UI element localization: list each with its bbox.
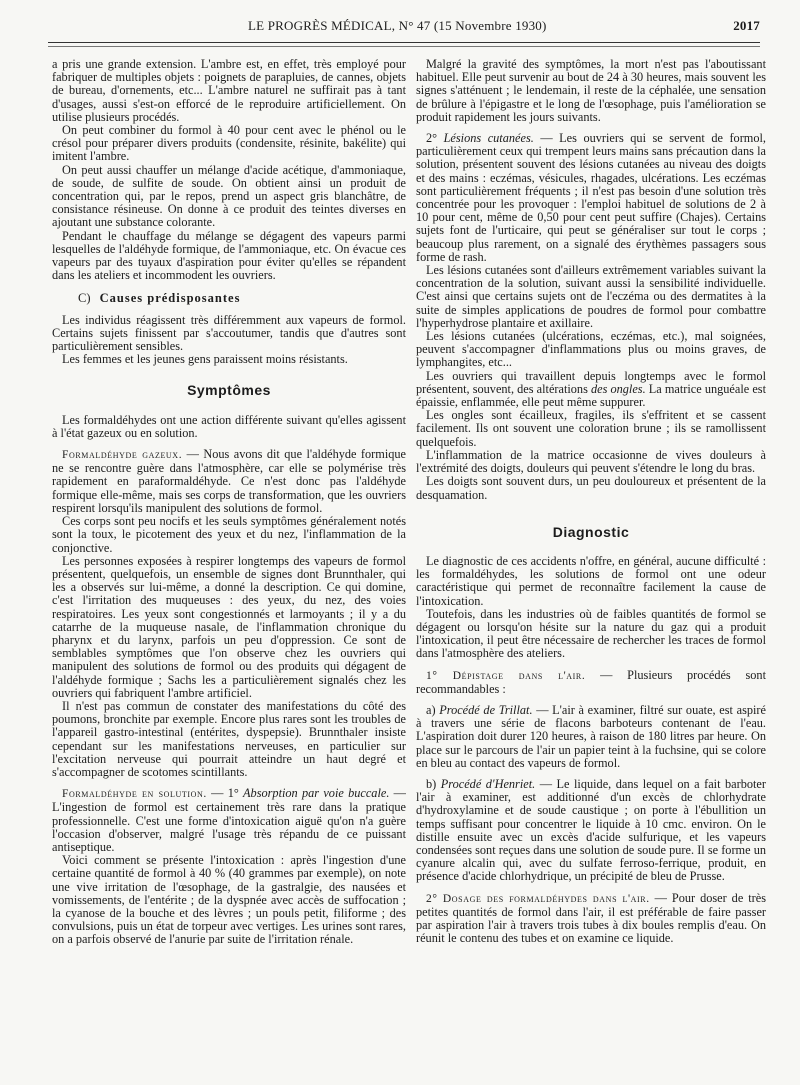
journal-title: LE PROGRÈS MÉDICAL, N° 47 (15 Novembre 1930) [248,18,547,33]
paragraph-text: La matrice unguéale est épaissie, enflammée, elle peut même suppurer. [416,381,766,410]
paragraph [416,778,766,884]
italic-phrase: des ongles. [590,381,646,396]
paragraph: Les femmes et les jeunes gens paraissent moins résistants. [62,352,348,367]
section-heading-symptomes: Symptômes [187,382,271,399]
paragraph [416,892,766,946]
header-rule-thin [48,46,760,47]
run-in-heading: Formaldéhyde en solution. [62,788,207,801]
paragraph: Le diagnostic de ces accidents n'offre, en général, aucune difficulté : les formaldéhydes, les solutions de formol ont une odeur caractéristique qui permet de reconnaître facilement la cause de l'intoxication. [416,553,766,608]
paragraph [416,669,766,696]
paragraph-text: — L'air à examiner, filtré sur ouate, est aspiré à travers une série de flacons barboteurs contenant de l'eau. L'aspiration doit durer 120 heures, à raison de 180 litres par heure. On place sur le parcours de l'air un papier teint à la fuchsine, qui se colore en bleu au contact des vapeurs de formol. [416,702,766,770]
italic-subheading: Procédé d'Henriet. [440,776,536,791]
italic-subheading: Lésions cutanées. [443,131,534,146]
section-heading-diagnostic: Diagnostic [552,523,630,540]
left-column [52,58,406,947]
paragraph: Les formaldéhydes ont une action différente suivant qu'elles agissent à l'état gazeux ou en solution. [52,412,406,440]
paragraph [416,132,766,264]
paragraph-text: b) [426,776,441,791]
paragraph: Ces corps sont peu nocifs et les seuls symptômes généralement notés sont la toux, le picotement des yeux et du nez, l'inflammation de la conjonctive. [52,514,406,555]
paragraph: Les ongles sont écailleux, fragiles, ils s'effritent et se cassent facilement. Ils ont souvent une coloration brune ; ils se ramollissent quelquefois. [416,408,766,449]
italic-subheading: Procédé de Trillat. [439,702,533,717]
paragraph: Voici comment se présente l'intoxication : après l'ingestion d'une certaine quantité de formol à 40 % (40 grammes par exemple), on note une vive irritation de l'œsophage, de la gastralgie, des nausées et vomissements, de l'entérite ; de la dyspnée avec accès de suffocation ; la cyanose de la bouche et des lèvres ; un pouls petit, filiforme ; des convulsions, puis un état de torpeur avec vertiges. Les urines sont rares, on a parfois observé de l'anurie par suite de l'irritation rénale. [52,853,406,947]
paragraph [52,787,406,854]
paragraph: L'inflammation de la matrice occasionne de vives douleurs à l'extrémité des doigts, douleurs qui peuvent s'étendre le long du bras. [416,447,766,476]
paragraph: Les doigts sont souvent durs, un peu douloureux et présentent de la desquamation. [416,474,766,502]
paragraph-text: — Les ouvriers qui se servent de formol, particulièrement ceux qui trempent leurs mains sans précaution dans la solution, présentent souvent des lésions cutanées au niveau des doigts et des mains : eczémas, vésicules, rhagades, ulcérations. Les eczémas sont particulièrement fréquents ; il n'est pas besoin d'une solution très concentrée pour les provoquer : l'emploi habituel de solutions de 2 à 10 pour cent, même de 0,50 pour cent peut suffire (Chajes). Certains sujets font de l'urticaire, qui peut se généraliser sur tout le corps ; beaucoup plus rarement, on a signalé des érythèmes passagers sous forme de rash. [416,131,766,264]
paragraph: Les lésions cutanées sont d'ailleurs extrêmement variables suivant la concentration de la solution, suivant aussi la sensibilité individuelle. C'est ainsi que certains sujets ont de l'eczéma ou des dermatites à la suite de simples applications de poudres de formol pour combattre l'hyperhydrose plantaire et axillaire. [416,263,766,330]
paragraph: Malgré la gravité des symptômes, la mort n'est pas l'aboutissant habituel. Elle peut survenir au bout de 24 à 30 heures, mais souvent les signes s'atténuent ; le lendemain, il reste de la céphalée, une sensation de brûlure à l'épigastre et le long de l'œsophage, puis l'amélioration se produit rapidement les jours suivants. [416,57,766,124]
paragraph: Pendant le chauffage du mélange se dégagent des vapeurs parmi lesquelles de l'aldéhyde formique, de l'ammoniaque, etc. On évacue ces vapeurs par des tuyaux d'aspiration pour éviter qu'elles se répandent dans les ateliers et incommodent les ouvriers. [52,228,406,283]
running-header [48,18,760,38]
paragraph-text: a) [426,702,440,717]
paragraph-text: — Nous avons dit que l'aldéhyde formique ne se rencontre guère dans l'atmosphère, car elle se polymérise très rapidement en paraformaldéhyde. Ce n'est donc pas l'aldéhyde formique elle-même, mais ses corps de transformation, que les ouvriers respirent lorsqu'ils manipulent des solutions de formol. [52,447,406,515]
section-heading-causes [78,292,406,305]
paragraph-text: — 1° [206,786,244,801]
paragraph [416,704,766,770]
paragraph-text: 2° [426,131,444,146]
paragraph-text: — Le liquide, dans lequel on a fait barboter l'air à examiner, est additionné d'un excès de chlorhydrate d'hydroxylamine et de soude caustique ; on porte à l'ébullition un temps suffisant pour concentrer le liquide à 10 cmc. environ. On le distille ensuite avec un excès d'acide sulfurique, et les vapeurs condensées sont reçues dans une solution de soude pure. Il se forme un cyanure alcalin qui, avec du sulfate ferroso-ferrique, produit, en présence d'acide chlorhydrique, un précipité de bleu de Prusse. [416,776,766,884]
right-column [416,58,766,945]
section-title: Causes prédisposantes [99,291,241,306]
paragraph-text: — L'ingestion de formol est certainement très rare dans la pratique professionnelle. C'est une forme d'intoxication aiguë qu'on n'a guère l'occasion d'observer, malgré l'usage très répandu de ce puissant antiseptique. [52,786,406,854]
run-in-heading: 2° Dosage des formaldéhydes dans l'air. [426,892,650,905]
paragraph: a pris une grande extension. L'ambre est, en effet, très employé pour fabriquer de multiples objets : poignets de parapluies, de cannes, objets de bureau, d'ornements, etc... L'ambre naturel ne suffirait pas à tant d'usages, aussi s'est-on efforcé de le reproduire artificiellement. On utilise plusieurs procédés. [52,57,406,124]
paragraph [52,448,406,515]
paragraph: On peut aussi chauffer un mélange d'acide acétique, d'ammoniaque, de soude, de sulfite de soude. On obtient ainsi un produit de concentration qui, par le repos, prend un aspect gris blanchâtre, de consistance résineuse. On donne à ce produit des teintes diverses en ajoutant une substance colorante. [52,162,406,230]
section-letter: C) [78,291,91,306]
italic-subheading: Absorption par voie buccale. [243,786,390,801]
paragraph: Les lésions cutanées (ulcérations, eczémas, etc.), mal soignées, peuvent s'accompagner d'inflammations plus ou moins graves, de lymphangites, etc... [416,329,766,370]
run-in-heading: 1° Dépistage dans l'air. [426,669,586,682]
paragraph: On peut combiner du formol à 40 pour cent avec le phénol ou le crésol pour préparer divers produits (condensite, résinite, bakélite) qui imitent l'ambre. [52,123,406,164]
paragraph: Il n'est pas commun de constater des manifestations du côté des poumons, bronchite par exemple. Encore plus rares sont les troubles de l'appareil gastro-intestinal (entérites, dyspepsie). Brunnthaler insiste cependant sur les manifestations nerveuses, en particulier sur l'excitation nerveuse qui pourrait atteindre un haut degré et s'accompagner de scotomes scintillants. [52,698,406,779]
header-rule [48,42,760,43]
paragraph-text: — Pour doser de très petites quantités de formol dans l'air, il est préférable de faire passer par aspiration l'air à travers trois tubes à dix boules remplis d'eau. On réunit le contenu des tubes et on examine ce liquide. [416,890,766,946]
paragraph-text: Les ouvriers qui travaillent depuis longtemps avec le formol présentent, souvent, des altérations [416,368,766,396]
run-in-heading: Formaldéhyde gazeux. [62,449,183,462]
paragraph: Les individus réagissent très différemment aux vapeurs de formol. Certains sujets finissent par s'accoutumer, tandis que d'autres sont particulièrement sensibles. [52,312,406,354]
paragraph [416,370,766,410]
paragraph: Toutefois, dans les industries où de faibles quantités de formol se dégagent ou lorsqu'on hésite sur la nature du gaz qui a produit l'intoxication, il peut être nécessaire de rechercher les traces de formol dans l'atmosphère des ateliers. [416,606,766,661]
paragraph-text: — Plusieurs procédés sont recommandables : [416,667,766,696]
page-number: 2017 [733,18,760,33]
paragraph: Les personnes exposées à respirer longtemps des vapeurs de formol présentent, quelquefois, un ensemble de signes dont Brunnthaler, qui les a observés sur lui-même, a donné la description. Ce qui domine, c'est l'irritation des muqueuses : des yeux, du nez, des voies respiratoires. Les yeux sont congestionnés et larmoyants ; il y a du catarrhe de la muqueuse nasale, de l'inflammation chronique du pharynx et du larynx, parfois un peu d'oppression. Ce sont de semblables symptômes que l'on observe chez les ouvriers qui manipulent des solutions de formol ou des produits qui dégagent de l'aldéhyde formique ; Sachs les a particulièrement signalés chez les ouvriers qui fabriquent l'ambre artificiel. [52,553,406,700]
